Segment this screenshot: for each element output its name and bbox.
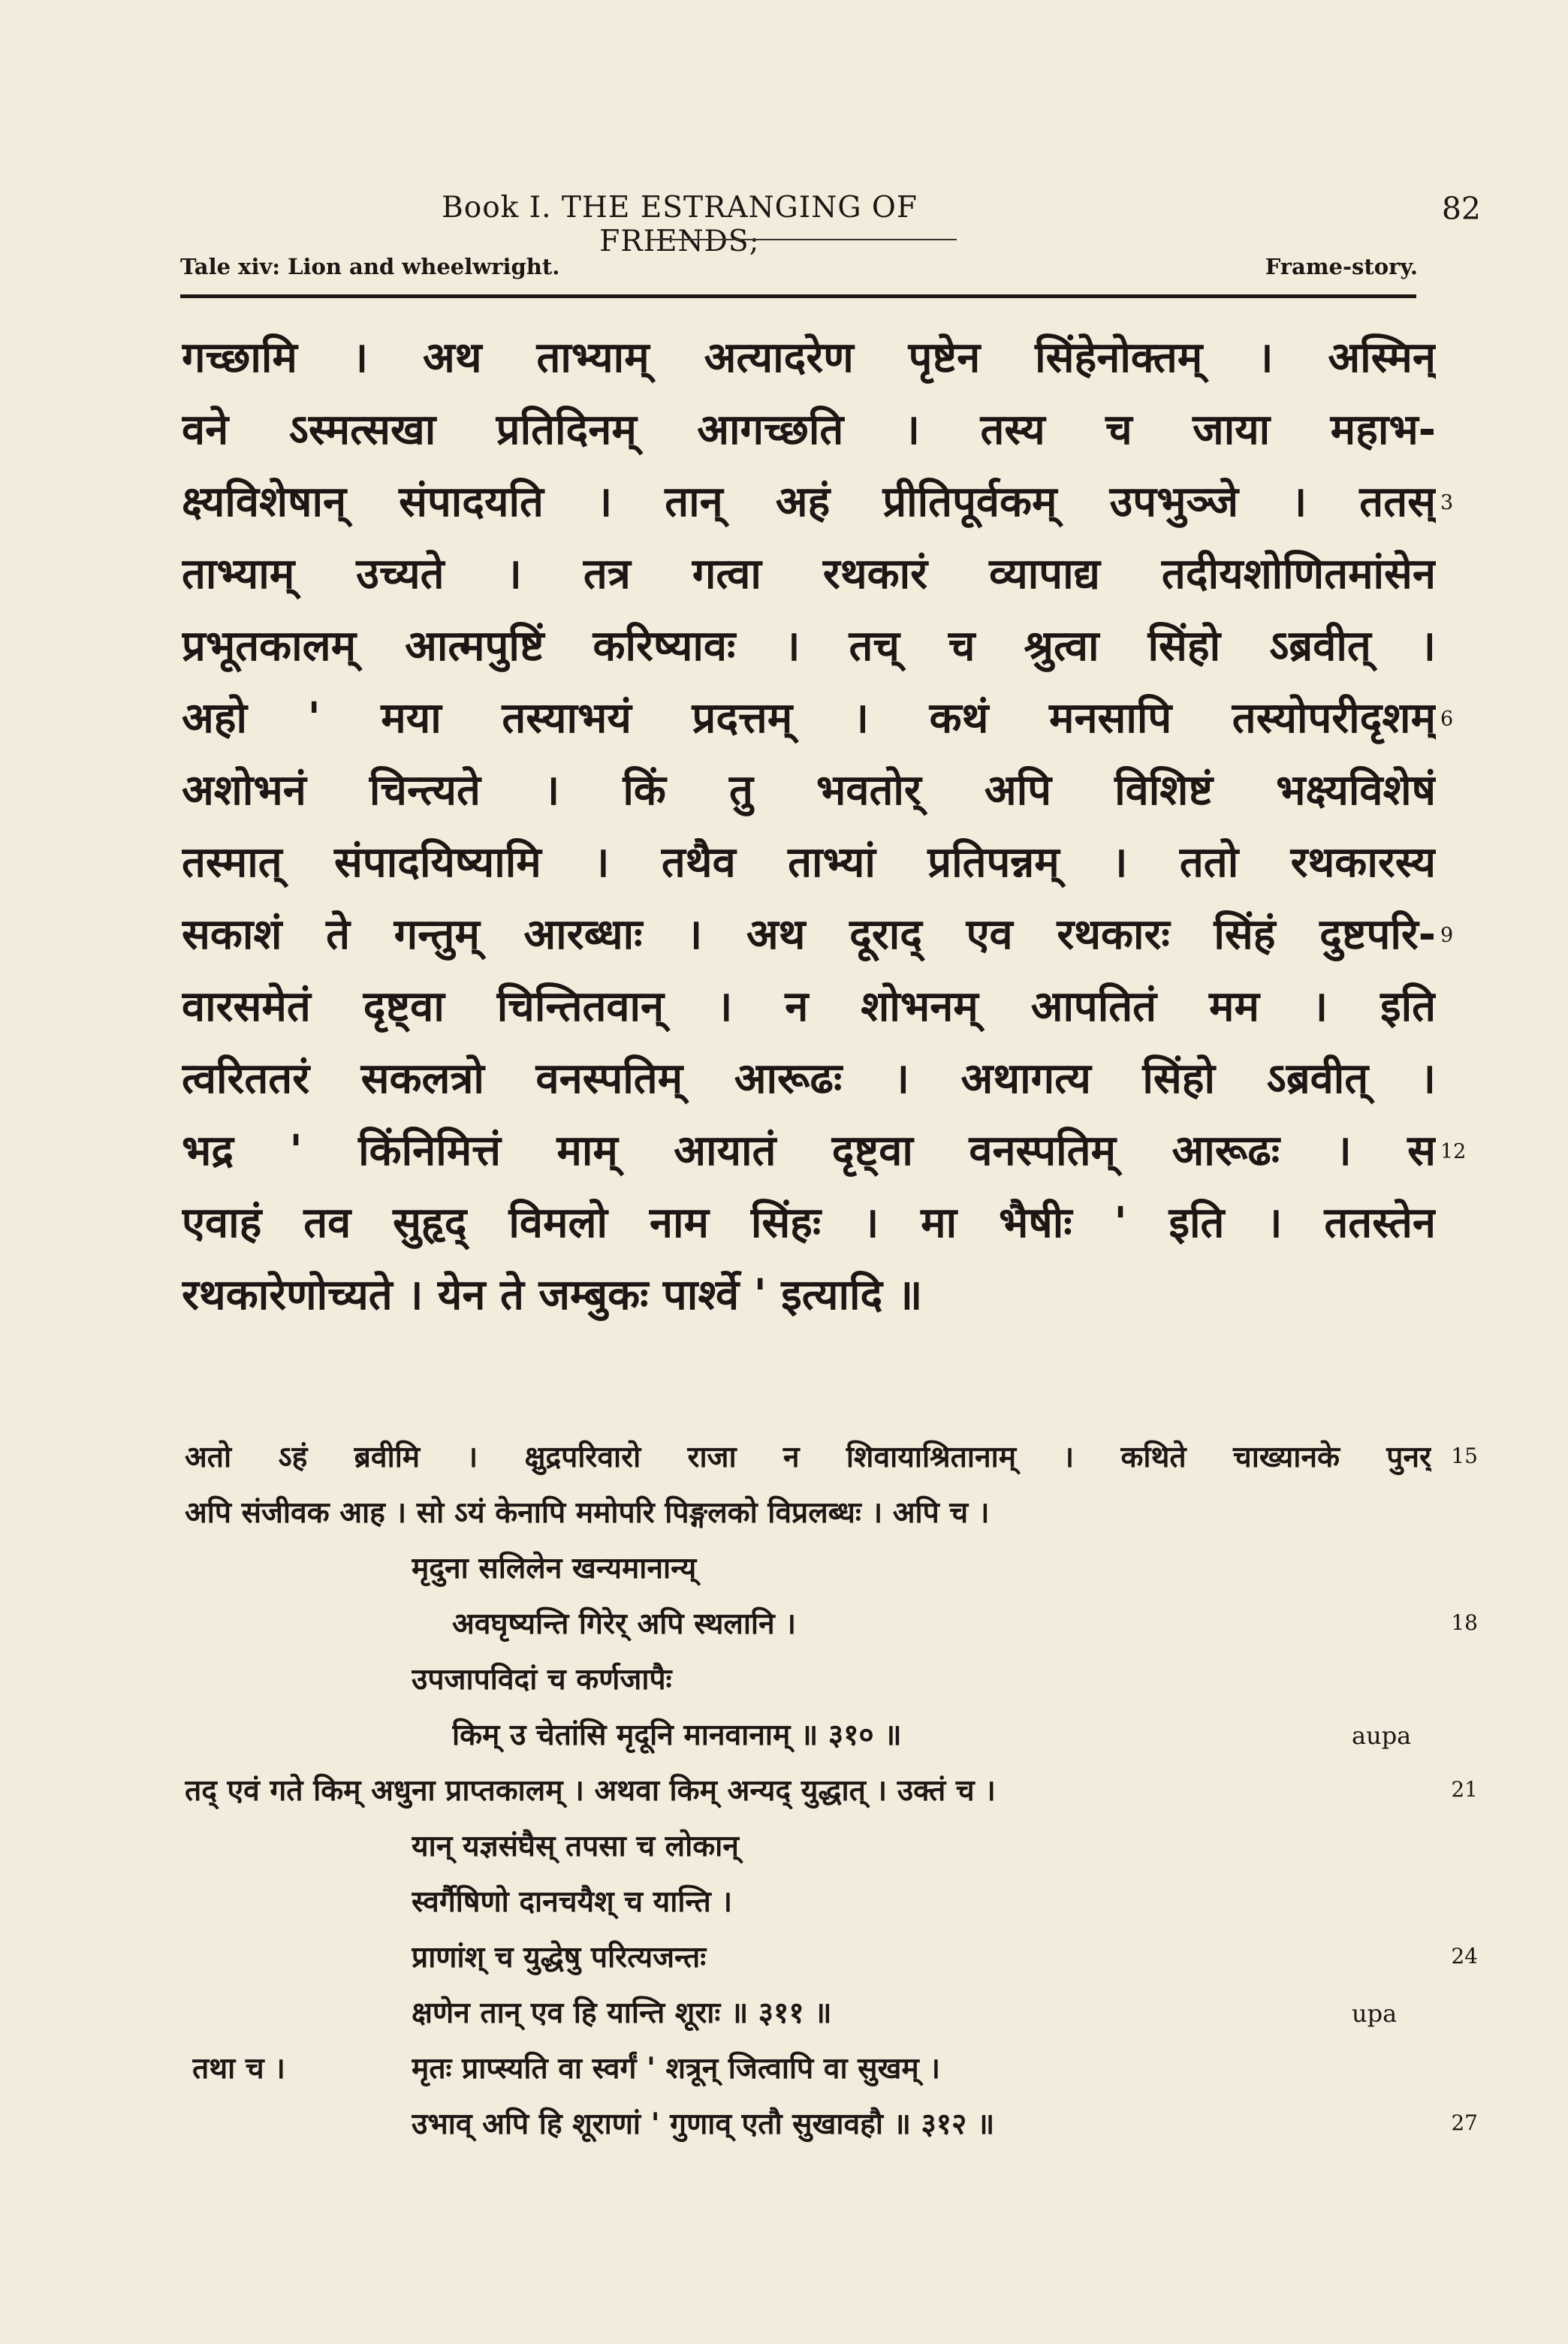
prose-line: तद् एवं गते किम् अधुना प्राप्तकालम् । अथवा किम् अन्यद् युद्धात् । उक्तं च । [185, 1774, 996, 1808]
tale-subtitle: Tale xiv: Lion and wheelwright. [180, 254, 560, 279]
running-title: Book I. THE ESTRANGING OF FRIENDS; [442, 191, 918, 258]
main-text-line: रथकारेणोच्यते । येन ते जम्बुकः पार्श्वे ' इत्यादि ॥ [182, 1271, 923, 1320]
main-text-line: वारसमेतं दृष्ट्वा चिन्तितवान् । न शोभनम् आपतितं मम । इति [182, 982, 1436, 1031]
main-text-line: अशोभनं चिन्त्यते । किं तु भवतोर् अपि विशिष्टं भक्ष्यविशेषं [182, 766, 1436, 815]
main-text-line: त्वरिततरं सकलत्रो वनस्पतिम् आरूढः । अथागत्य सिंहो ऽब्रवीत् । [182, 1054, 1436, 1103]
verse-line: प्राणांश् च युद्धेषु परित्यजन्तः [412, 1941, 707, 1974]
line-number: 3 [1440, 491, 1454, 514]
main-text-line: तस्मात् संपादयिष्यामि । तथैव ताभ्यां प्रतिपन्नम् । ततो रथकारस्य [182, 838, 1436, 887]
meter-note: aupa [1352, 1721, 1412, 1750]
line-number: 21 [1451, 1777, 1478, 1802]
main-text-line: सकाशं ते गन्तुम् आरब्धाः । अथ दूराद् एव रथकारः सिंहं दुष्टपरि- [182, 910, 1436, 959]
verse-line: अवघृष्यन्ति गिरेर् अपि स्थलानि । [452, 1607, 797, 1641]
prose-line: तथा च । [192, 2052, 285, 2086]
meter-note: upa [1352, 1999, 1398, 2028]
line-number: 24 [1451, 1944, 1478, 1968]
prose-line: अपि संजीवक आह । सो ऽयं केनापि ममोपरि पिङ्गलको विप्रलब्धः । अपि च । [185, 1496, 990, 1530]
main-text-line: ताभ्याम् उच्यते । तत्र गत्वा रथकारं व्यापाद्य तदीयशोणितमांसेन [182, 550, 1436, 599]
verse-line: मृतः प्राप्स्यति वा स्वर्गं ' शत्रून् जित्वापि वा सुखम् । [412, 2052, 941, 2086]
main-text-line: प्रभूतकालम् आत्मपुष्टिं करिष्यावः । तच् च श्रुत्वा सिंहो ऽब्रवीत् । [182, 622, 1436, 671]
line-number: 15 [1451, 1444, 1478, 1468]
title-underline [647, 239, 957, 240]
verse-line: मृदुना सलिलेन खन्यमानान्य् [412, 1552, 697, 1585]
page-number: 82 [1441, 191, 1481, 227]
main-text-line: अहो ' मया तस्याभयं प्रदत्तम् । कथं मनसापि तस्योपरीदृशम् [182, 694, 1436, 743]
line-number: 12 [1440, 1140, 1467, 1163]
prose-line: अतो ऽहं ब्रवीमि । क्षुद्रपरिवारो राजा न शिवायाश्रितानाम् । कथिते चाख्यानके पुनर् [185, 1440, 1431, 1474]
verse-line: यान् यज्ञसंघैस् तपसा च लोकान् [412, 1830, 739, 1863]
verse-line: क्षणेन तान् एव हि यान्ति शूराः ॥ ३११ ॥ [412, 1996, 832, 2030]
line-number: 6 [1440, 707, 1454, 731]
header-rule [180, 294, 1416, 298]
verse-line: किम् उ चेतांसि मृदूनि मानवानाम् ॥ ३१० ॥ [452, 1718, 902, 1752]
main-text-line: एवाहं तव सुहृद् विमलो नाम सिंहः । मा भैषीः ' इति । ततस्तेन [182, 1199, 1436, 1247]
main-text-line: वने ऽस्मत्सखा प्रतिदिनम् आगच्छति । तस्य च जाया महाभ- [182, 406, 1436, 454]
line-number: 27 [1451, 2110, 1478, 2135]
main-text-line: भद्र ' किंनिमित्तं माम् आयातं दृष्ट्वा वनस्पतिम् आरूढः । स [182, 1127, 1436, 1175]
line-number: 9 [1440, 924, 1454, 947]
verse-line: उपजापविदां च कर्णजापैः [412, 1663, 672, 1697]
main-text-line: क्ष्यविशेषान् संपादयति । तान् अहं प्रीतिपूर्वकम् उपभुञ्जे । ततस् [182, 478, 1436, 526]
section-label: Frame-story. [1265, 254, 1418, 279]
main-text-line: गच्छामि । अथ ताभ्याम् अत्यादरेण पृष्टेन सिंहेनोक्तम् । अस्मिन् [182, 333, 1436, 382]
verse-line: उभाव् अपि हि शूराणां ' गुणाव् एतौ सुखावहौ ॥ ३१२ ॥ [412, 2107, 995, 2141]
line-number: 18 [1451, 1610, 1478, 1635]
verse-line: स्वर्गैषिणो दानचयैश् च यान्ति । [412, 1885, 733, 1919]
